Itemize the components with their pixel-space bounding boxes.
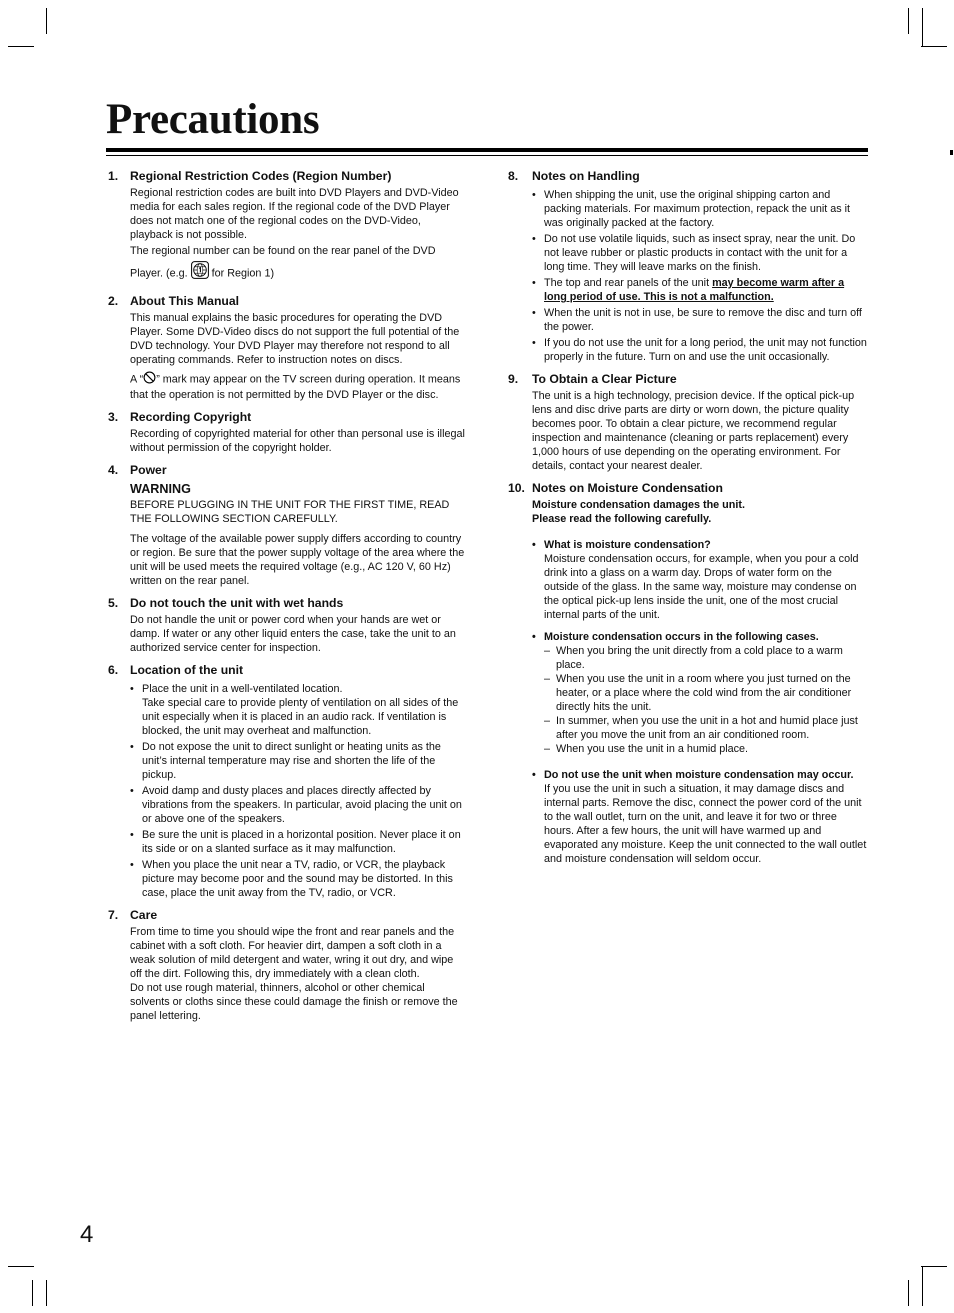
section-wet-hands [106,595,466,655]
crop-mark [908,1280,909,1306]
crop-mark [32,1280,33,1306]
list-item [130,740,466,782]
list-item [532,630,868,756]
section-location [106,662,466,900]
section-number: 5. [108,596,119,610]
warning-label: WARNING [130,482,191,496]
bullet: • [532,539,536,551]
section-number: 7. [108,908,119,922]
list-item-heading: Moisture condensation occurs in the following cases. [544,631,819,643]
bullet: • [532,307,536,319]
crop-mark [922,1266,923,1306]
page-number: 4 [80,1221,94,1248]
right-column [508,168,868,873]
list-item [130,682,466,738]
warning-text: BEFORE PLUGGING IN THE UNIT FOR THE FIRST TIME, READ THE FOLLOWING SECTION CAREFULLY. [130,499,450,525]
section-title: Regional Restriction Codes (Region Number) [130,169,392,183]
list-item [130,784,466,826]
section-handling [508,168,868,364]
section-title: Care [130,908,158,922]
bullet: • [532,233,536,245]
paragraph [130,242,466,286]
section-title: Location of the unit [130,663,244,677]
section-clear-picture [508,371,868,473]
bullet: • [130,741,134,753]
list-item-heading: Do not use the unit when moisture condensation may occur. [544,769,854,781]
list-item [532,336,868,364]
crop-mark [46,1280,47,1306]
list-item-text: Take special care to provide plenty of ventilation on all sides of the unit especially when it is placed in an audio rack. If ventilation is blocked, the unit may overheat and malfunction. [142,697,459,737]
bullet: • [532,631,536,643]
dash: – [544,743,551,755]
crop-mark [921,46,947,47]
emphasis-text: may become warm after a long period of use. This is not a malfunction. [544,277,845,303]
list-item-text: Place the unit in a well-ventilated location. [142,683,343,695]
section-number: 9. [508,372,519,386]
dash-item-text: When you use the unit in a room where you just turned on the heater, or a place where the cold wind from the air conditioner directly hits the unit. [556,673,852,713]
bullet: • [532,769,536,781]
section-title: About This Manual [130,294,240,308]
list-item [532,538,868,622]
dash: – [544,715,551,727]
intro-text: Moisture condensation damages the unit. [532,499,745,511]
paragraph-text: A “ [130,373,144,386]
dash: – [544,673,551,685]
bullet: • [532,189,536,201]
section-number: 8. [508,169,519,183]
section-title: Notes on Moisture Condensation [532,481,723,495]
list-item-text: Do not expose the unit to direct sunlight or heating units as the unit’s internal temperature may rise and shorten the life of the pickup. [142,741,441,781]
section-regional-codes [106,168,466,286]
list-item [532,276,868,304]
paragraph-text: The regional number can be found on the rear panel of the DVD Player. (e.g. [130,245,436,280]
bullet: • [130,829,134,841]
paragraph: Do not handle the unit or power cord when your hands are wet or damp. If water or any other liquid enters the case, take the unit to an authorized service center for inspection. [130,614,456,654]
bullet: • [130,785,134,797]
list-item [532,188,868,230]
list-item [130,858,466,900]
list-item [130,828,466,856]
list-item-text: Moisture condensation occurs, for example, when you pour a cold drink into a glass on a warm day. Drops of water form on the outside of the glass. In the same way, moisture may condense on the optical pick-up lens inside the unit, one of the most crucial internal parts of the unit. [544,553,859,621]
paragraph: This manual explains the basic procedures for operating the DVD Player. Some DVD-Video discs do not support the full potential of the DVD technology. Your DVD Player may therefore not respond to all operating commands. Refer to instruction notes on discs. [130,312,460,366]
section-recording-copyright [106,409,466,455]
section-number: 2. [108,294,119,308]
intro-text: Please read the following carefully. [532,513,712,525]
bullet: • [532,337,536,349]
section-care [106,907,466,1023]
edge-mark [950,150,953,155]
paragraph-text: ” mark may appear on the TV screen during operation. It means that the operation is not permitted by the DVD Player or the disc. [130,373,461,401]
title-rule-thin [106,155,868,156]
section-power [106,462,466,588]
dash-item [544,644,868,672]
section-title: Notes on Handling [532,169,640,183]
section-about-manual [106,293,466,402]
dash-item-text: When you bring the unit directly from a cold place to a warm place. [556,645,843,671]
bullet: • [130,683,134,695]
section-number: 6. [108,663,119,677]
page-title: Precautions [106,96,320,143]
list-item-text: When the unit is not in use, be sure to remove the disc and turn off the power. [544,307,862,333]
list-item-text: When shipping the unit, use the original shipping carton and packing materials. For maximum protection, repack the unit as it was originally packed at the factory. [544,189,851,229]
section-title: Power [130,463,167,477]
crop-mark [921,1266,947,1267]
paragraph-text: for Region 1) [211,267,275,280]
list-item [532,768,868,866]
paragraph: Do not use rough material, thinners, alcohol or other chemical solvents or cloths since these could damage the finish or remove the panel lettering. [130,982,458,1022]
section-title: Recording Copyright [130,410,252,424]
list-item-text: Avoid damp and dusty places and places directly affected by vibrations from the speakers. In particular, avoid placing the unit on or above one of the speakers. [142,785,462,825]
crop-mark [922,8,923,46]
bullet: • [532,277,536,289]
dash-item-text: In summer, when you use the unit in a hot and humid place just after you move the unit from an air conditioned room. [556,715,858,741]
paragraph: The voltage of the available power supply differs according to country or region. Be sure that the power supply voltage of the area where the unit will be used meets the required voltage (e.g., AC 120 V, 60 Hz) written on the rear panel. [130,533,465,587]
list-item-text-part: The top and rear panels of the unit [544,277,713,289]
section-number: 4. [108,463,119,477]
paragraph: Regional restriction codes are built into DVD Players and DVD-Video media for each sales region. If the regional code of the DVD Player does not match one of the regional codes on the DVD-Video, playback is not possible. [130,187,459,241]
left-column [106,168,466,1030]
paragraph: The unit is a high technology, precision device. If the optical pick-up lens and disc drive parts are dirty or worn down, the picture quality becomes poor. To obtain a clear picture, we recommend regular inspection and maintenance (cleaning or parts replacement) every 1,000 hours of use depending on the operating environment. For details, contact your nearest dealer. [532,390,855,472]
section-number: 10. [508,481,525,495]
section-title: Do not touch the unit with wet hands [130,596,344,610]
bullet: • [130,859,134,871]
dash: – [544,645,551,657]
paragraph: From time to time you should wipe the front and rear panels and the cabinet with a soft cloth. For heavier dirt, dampen a soft cloth in a weak solution of mild detergent and water, wring it out dry, and wipe off the dirt. Following this, dry immediately with a clean cloth. [130,926,455,980]
dash-item [544,714,868,742]
list-item [532,306,868,334]
list-item-heading: What is moisture condensation? [544,539,711,551]
dash-item [544,672,868,714]
dash-item-text: When you use the unit in a humid place. [556,743,749,755]
list-item-text: Do not use volatile liquids, such as insect spray, near the unit. Do not leave rubber or plastic products in contact with the unit for a long time. They will leave marks on the finish. [544,233,856,273]
paragraph: Recording of copyrighted material for other than personal use is illegal without permission of the copyright holder. [130,428,465,454]
globe-region-1-icon [191,261,209,286]
paragraph [130,371,466,402]
section-title: To Obtain a Clear Picture [532,372,677,386]
dash-item [544,742,868,756]
list-item-text: If you do not use the unit for a long period, the unit may not function properly in the future. Turn on and use the unit occasionally. [544,337,867,363]
section-moisture [508,480,868,866]
crop-mark [908,8,909,34]
crop-mark [46,8,47,34]
list-item [532,232,868,274]
list-item-text: If you use the unit in such a situation, it may damage discs and internal parts. Remove the disc, connect the power cord of the unit to the wall outlet, turn on the unit, and leave it for two or three hours. After a few hours, the unit will have warmed up and evaporated any moisture. Keep the unit connected to the wall outlet and moisture condensation will seldom occur. [544,783,867,865]
crop-mark [8,46,34,47]
list-item-text: Be sure the unit is placed in a horizontal position. Never place it on its side or on a slanted surface as it may malfunction. [142,829,461,855]
list-item-text [544,276,868,304]
crop-mark [8,1266,34,1267]
section-number: 1. [108,169,119,183]
prohibited-mark-icon [143,371,156,388]
title-rule-thick [106,148,868,152]
list-item-text: When you place the unit near a TV, radio, or VCR, the playback picture may become poor and the sound may be distorted. In this case, place the unit away from the TV, radio, or VCR. [142,859,453,899]
section-number: 3. [108,410,119,424]
